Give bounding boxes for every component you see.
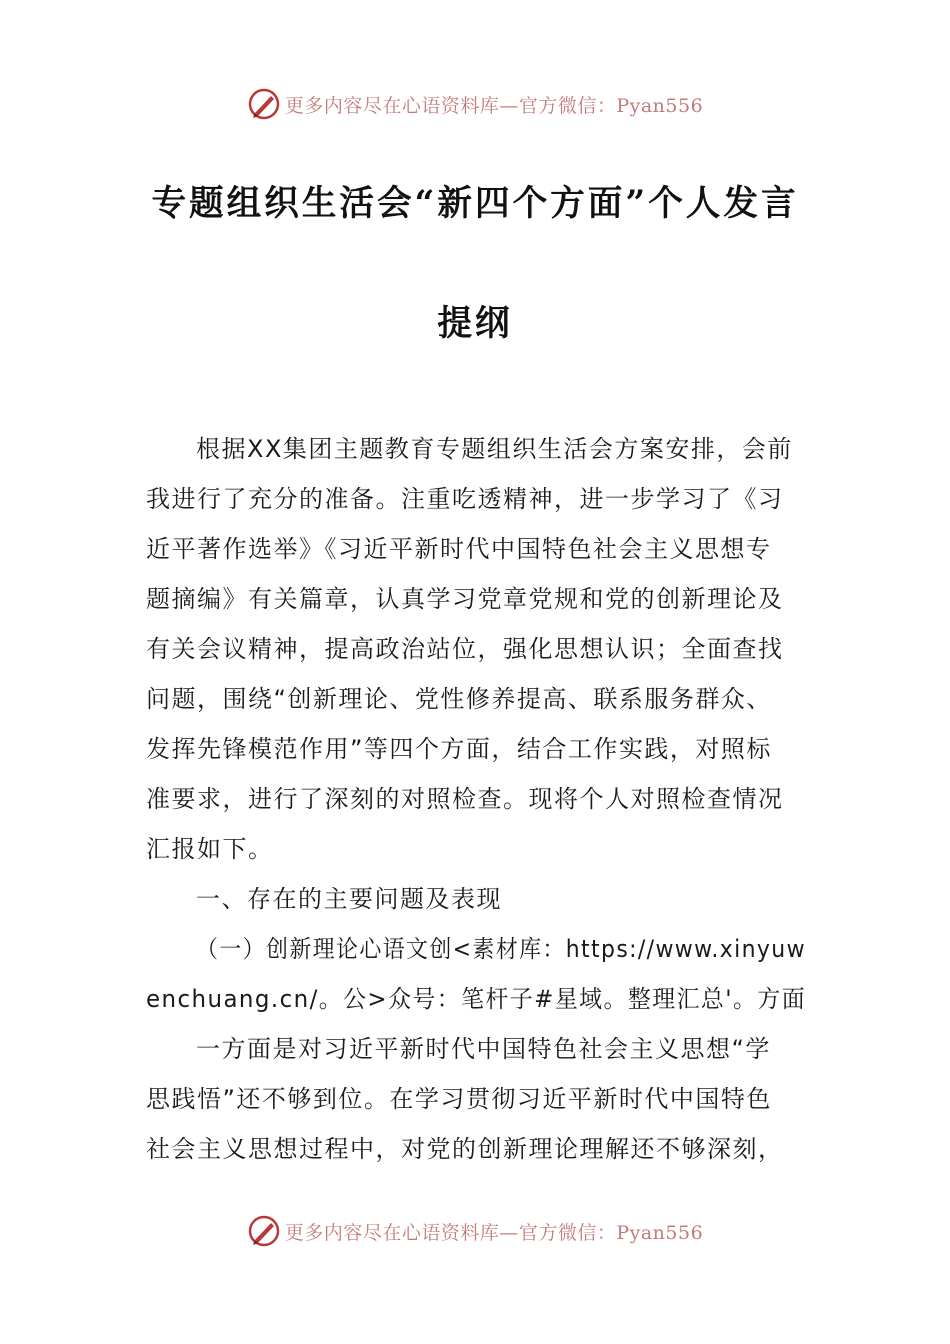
subsection-heading: （一）创新理论心语文创<素材库：https://www.xinyuw bbox=[196, 935, 806, 963]
body-line: 社会主义思想过程中，对党的创新理论理解还不够深刻， bbox=[146, 1135, 784, 1163]
body-line: 发挥先锋模范作用”等四个方面，结合工作实践，对照标 bbox=[146, 735, 772, 763]
body-line: 题摘编》有关篇章，认真学习党章党规和党的创新理论及 bbox=[146, 585, 784, 613]
header-watermark-banner bbox=[0, 84, 950, 124]
header-watermark-text: 更多内容尽在心语资料库—官方微信：Pyan556 bbox=[284, 94, 704, 117]
body-line: 思践悟”还不够到位。在学习贯彻习近平新时代中国特色 bbox=[146, 1085, 772, 1113]
footer-watermark-banner bbox=[0, 1211, 950, 1251]
body-line: enchuang.cn/。公>众号：笔杆子#星域。整理汇总'。方面 bbox=[146, 985, 807, 1013]
footer-watermark-text: 更多内容尽在心语资料库—官方微信：Pyan556 bbox=[284, 1221, 704, 1244]
pen-logo-icon bbox=[247, 87, 281, 121]
section-heading: 一、存在的主要问题及表现 bbox=[196, 885, 502, 913]
body-line: 有关会议精神，提高政治站位，强化思想认识；全面查找 bbox=[146, 635, 784, 663]
body-line: 根据XX集团主题教育专题组织生活会方案安排，会前 bbox=[196, 435, 793, 463]
body-line: 近平著作选举》《习近平新时代中国特色社会主义思想专 bbox=[146, 535, 772, 563]
body-line: 一方面是对习近平新时代中国特色社会主义思想“学 bbox=[196, 1035, 771, 1063]
body-line: 我进行了充分的准备。注重吃透精神，进一步学习了《习 bbox=[146, 485, 784, 513]
body-line: 汇报如下。 bbox=[146, 835, 274, 863]
body-line: 准要求，进行了深刻的对照检查。现将个人对照检查情况 bbox=[146, 785, 784, 813]
document-title-line-1: 专题组织生活会“新四个方面”个人发言 bbox=[151, 183, 799, 224]
document-title-line-2: 提纲 bbox=[437, 303, 513, 344]
pen-logo-icon bbox=[247, 1214, 281, 1248]
body-line: 问题，围绕“创新理论、党性修养提高、联系服务群众、 bbox=[146, 685, 772, 713]
